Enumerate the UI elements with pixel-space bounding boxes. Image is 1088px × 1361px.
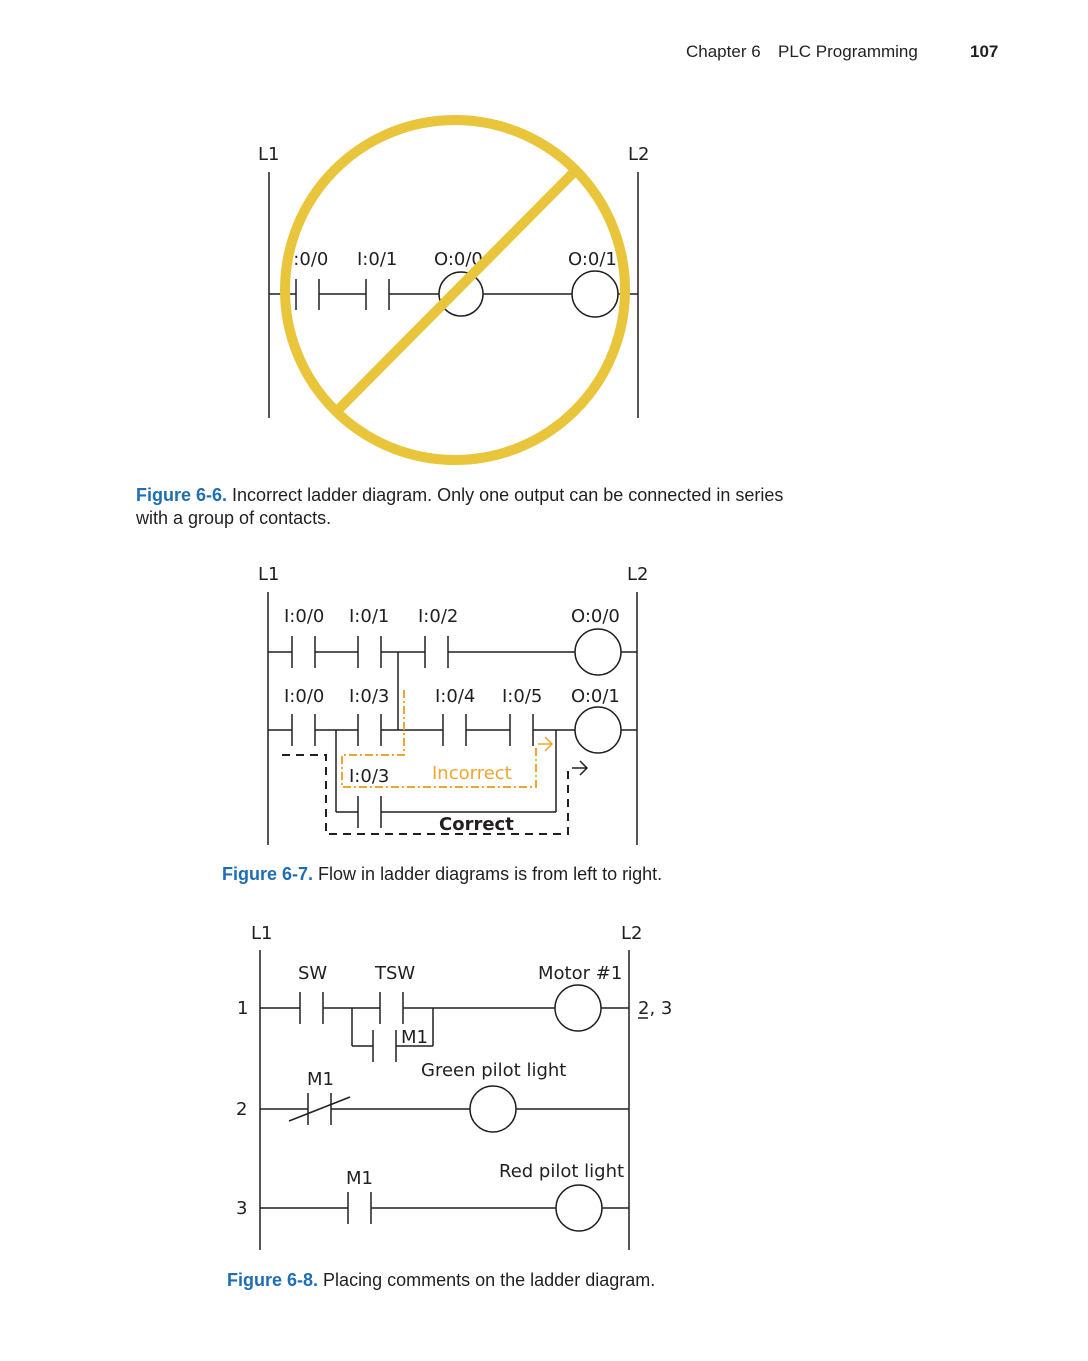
figure-6-7-diagram (0, 555, 1088, 855)
caption-number: Figure 6-7. (222, 864, 314, 884)
output-coil (575, 707, 621, 753)
contact-label: M1 (346, 1168, 373, 1189)
contact-label: M1 (307, 1069, 334, 1090)
contact-label: I:0/1 (357, 249, 398, 270)
output-coil (439, 272, 483, 316)
page-number: 107 (970, 42, 999, 61)
output-coil (572, 271, 618, 317)
correct-arrow-icon (572, 761, 587, 775)
contact-label: I:0/3 (349, 766, 390, 787)
output-label: O:0/1 (568, 249, 617, 270)
section-title: PLC Programming (778, 42, 918, 61)
seal-contact-label: M1 (401, 1027, 428, 1048)
rail-label-l2: L2 (628, 144, 650, 165)
contact-label: I:0/0 (288, 249, 329, 270)
caption-number: Figure 6-6. (136, 485, 228, 505)
figure-6-6-caption (136, 484, 796, 530)
correct-label: Correct (439, 814, 514, 835)
contact-label: TSW (375, 963, 416, 984)
output-label: Motor #1 (538, 963, 623, 984)
rail-label-l1: L1 (251, 923, 273, 944)
figure-6-8-caption (227, 1269, 927, 1292)
rung-number: 3 (236, 1198, 248, 1219)
rail-label-l2: L2 (621, 923, 643, 944)
rail-label-l2: L2 (627, 564, 649, 585)
contact-label: I:0/0 (284, 606, 325, 627)
contact-label: I:0/2 (418, 606, 459, 627)
figure-6-8-diagram (0, 915, 1088, 1260)
caption-number: Figure 6-8. (227, 1270, 319, 1290)
output-label: O:0/0 (571, 606, 620, 627)
rung-number: 2 (236, 1099, 248, 1120)
rail-label-l1: L1 (258, 564, 280, 585)
caption-text: Incorrect ladder diagram. Only one output can be connected in series with a group of contacts. (136, 485, 784, 528)
incorrect-label: Incorrect (432, 763, 512, 784)
prohibited-sign-icon (285, 120, 625, 460)
output-label: Green pilot light (421, 1060, 567, 1081)
contact-label: I:0/1 (349, 606, 390, 627)
figure-6-7-caption (222, 863, 922, 886)
correct-flow-path (282, 755, 568, 834)
contact-label: I:0/3 (349, 686, 390, 707)
output-coil (470, 1086, 516, 1132)
cross-ref-rest: , 3 (649, 998, 673, 1019)
contact-label: SW (298, 963, 328, 984)
output-coil (556, 1185, 602, 1231)
output-label: O:0/0 (434, 249, 483, 270)
incorrect-arrow-icon (538, 737, 552, 751)
output-label: O:0/1 (571, 686, 620, 707)
output-coil (555, 985, 601, 1031)
output-coil (575, 629, 621, 675)
contact-label: I:0/5 (502, 686, 543, 707)
output-label: Red pilot light (499, 1161, 625, 1182)
chapter-label: Chapter 6 (686, 42, 761, 61)
caption-text: Placing comments on the ladder diagram. (323, 1270, 656, 1290)
rung-number: 1 (237, 998, 249, 1019)
caption-text: Flow in ladder diagrams is from left to right. (318, 864, 663, 884)
contact-label: I:0/0 (284, 686, 325, 707)
rail-label-l1: L1 (258, 144, 280, 165)
cross-ref-underlined: 2 (638, 998, 650, 1019)
contact-label: I:0/4 (435, 686, 476, 707)
figure-6-6-diagram (0, 100, 1088, 480)
running-head (0, 42, 1088, 66)
cross-ref-label (638, 998, 672, 1019)
